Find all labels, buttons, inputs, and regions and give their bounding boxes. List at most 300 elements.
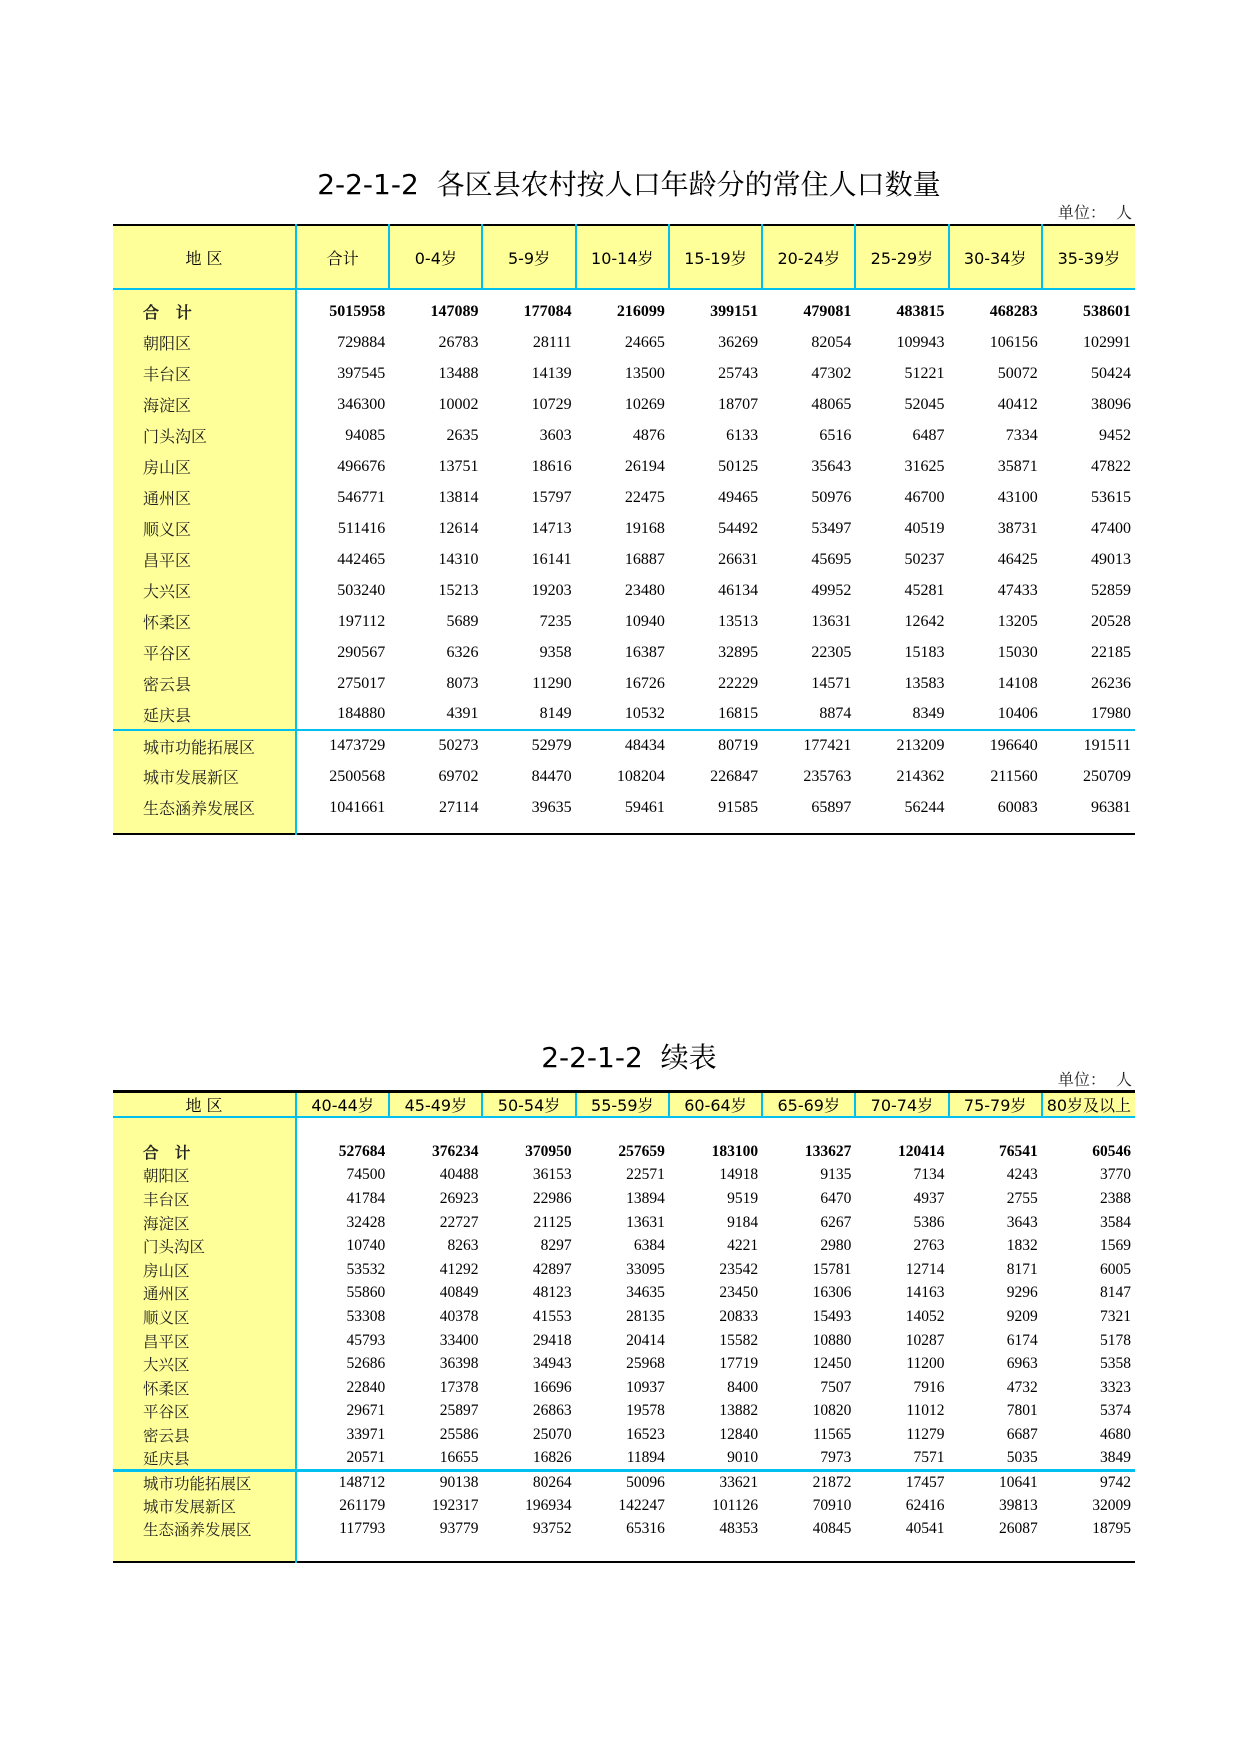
cell-value: 16887 [624,550,665,568]
cell-value: 52859 [1091,581,1131,599]
column-header: 35-39岁 [1042,225,1135,289]
cell-value: 3849 [1100,1448,1131,1466]
cell-value: 52045 [904,395,945,413]
cell-value: 370950 [525,1142,572,1160]
table-row [113,1164,1135,1188]
cell-value: 25743 [718,364,759,382]
cell-value: 59461 [624,798,665,816]
cell-value: 14713 [531,519,572,537]
cell-value: 21125 [533,1213,572,1231]
header-row [113,1092,1135,1118]
cell-value: 40378 [439,1307,479,1325]
table-row [113,606,1135,637]
cell-value: 49013 [1091,550,1131,568]
cell-value: 40519 [904,519,945,537]
cell-value: 14163 [905,1284,945,1302]
table1-title-text: 各区县农村按人口年龄分的常住人口数量 [436,168,941,201]
cell-value: 32428 [346,1213,386,1231]
row-label: 丰台区 [113,1187,296,1211]
cell-value: 22571 [626,1166,665,1184]
cell-value: 9010 [727,1448,759,1466]
column-header: 80岁及以上 [1042,1092,1135,1118]
table-row [113,482,1135,513]
column-header: 0-4岁 [389,225,482,289]
cell-value: 7973 [820,1448,852,1466]
table-row [113,1305,1135,1329]
cell-value: 23450 [719,1284,759,1302]
column-header: 5-9岁 [482,225,575,289]
cell-value: 34635 [626,1284,665,1302]
table-row [113,451,1135,482]
cell-value: 45281 [904,581,945,599]
cell-value: 53615 [1091,488,1131,506]
row-label: 房山区 [113,1258,296,1282]
cell-value: 147089 [430,302,479,320]
cell-value: 33621 [669,1470,762,1494]
cell-value: 13814 [438,488,479,506]
row-label: 平谷区 [113,1400,296,1424]
cell-value: 6267 [820,1213,852,1231]
cell-value: 6133 [726,426,759,444]
cell-value: 11279 [906,1425,945,1443]
spacer-row [113,289,1135,296]
cell-value: 53308 [346,1307,386,1325]
cell-value: 50273 [389,730,482,761]
cell-value: 10740 [346,1237,386,1255]
cell-value: 22229 [718,674,759,692]
cell-value: 55860 [346,1284,386,1302]
table2-title-text: 续表 [660,1041,717,1074]
cell-value: 74500 [346,1166,386,1184]
cell-value: 36269 [718,333,759,351]
cell-value: 20528 [1091,612,1131,630]
table1-body [113,289,1135,834]
cell-value: 49952 [811,581,852,599]
cell-value: 108204 [616,767,665,785]
spacer-cell [113,1117,296,1140]
table-row [113,1400,1135,1424]
cell-value: 3323 [1100,1378,1131,1396]
cell-value: 9296 [1006,1284,1038,1302]
cell-value: 13882 [719,1402,759,1420]
table2 [113,1090,1135,1563]
table1 [113,224,1135,835]
cell-value: 5015958 [329,302,386,320]
column-header: 65-69岁 [762,1092,855,1118]
cell-value: 50072 [997,364,1038,382]
cell-value: 18795 [1092,1520,1131,1538]
cell-value: 9452 [1099,426,1131,444]
table2-title-number: 2-2-1-2 [541,1041,643,1074]
cell-value: 3770 [1100,1166,1131,1184]
cell-value: 13500 [624,364,665,382]
spacer-cell [296,289,1135,296]
cell-value: 48123 [532,1284,572,1302]
cell-value: 9519 [727,1189,759,1207]
cell-value: 4391 [446,705,479,722]
cell-value: 27114 [439,798,479,816]
cell-value: 8073 [446,674,479,692]
cell-value: 101126 [712,1496,759,1514]
cell-value: 34943 [532,1355,572,1373]
header-region: 地 区 [113,1092,296,1118]
column-header: 75-79岁 [949,1092,1042,1118]
cell-value: 196640 [949,730,1042,761]
spacer-cell [113,289,296,296]
cell-value: 94085 [345,426,386,444]
cell-value: 235763 [803,767,852,785]
cell-value: 2980 [820,1237,852,1255]
cell-value: 106156 [989,333,1038,351]
cell-value: 16141 [531,550,572,568]
cell-value: 12840 [719,1425,759,1443]
cell-value: 15582 [719,1331,759,1349]
cell-value: 184880 [337,705,386,722]
cell-value: 192317 [431,1496,479,1514]
cell-value: 47822 [1091,457,1131,475]
cell-value: 5386 [913,1213,945,1231]
row-label: 通州区 [113,1282,296,1306]
cell-value: 2755 [1006,1189,1038,1207]
cell-value: 15183 [904,643,945,661]
cell-value: 3584 [1100,1213,1131,1231]
cell-value: 20414 [626,1331,665,1349]
cell-value: 22986 [532,1189,572,1207]
table-row [113,1494,1135,1518]
cell-value: 28135 [626,1307,665,1325]
cell-value: 142247 [618,1496,665,1514]
cell-value: 1569 [1100,1237,1131,1255]
cell-value: 4680 [1100,1425,1131,1443]
spacer-cell [113,1541,296,1562]
cell-value: 65316 [626,1520,665,1538]
row-label: 生态涵养发展区 [113,1518,296,1542]
cell-value: 16387 [624,643,665,661]
table2-unit: 单位： 人 [1057,1070,1132,1089]
cell-value: 18616 [531,457,572,475]
cell-value: 96381 [1091,798,1131,816]
cell-value: 36153 [532,1166,572,1184]
cell-value: 18707 [718,395,759,413]
cell-value: 216099 [616,302,665,320]
table-row [113,1423,1135,1447]
cell-value: 442465 [337,550,386,568]
header-row [113,225,1135,289]
cell-value: 13513 [718,612,759,630]
cell-value: 41292 [439,1260,479,1278]
cell-value: 12450 [812,1355,852,1373]
cell-value: 50237 [904,550,945,568]
column-header: 45-49岁 [389,1092,482,1118]
cell-value: 102991 [1083,333,1131,351]
cell-value: 9358 [539,643,572,661]
column-header: 合计 [296,225,389,289]
cell-value: 22185 [1091,643,1131,661]
row-label: 延庆县 [113,1447,296,1471]
cell-value: 36398 [439,1355,479,1373]
table-row [113,1352,1135,1376]
cell-value: 80719 [669,730,762,761]
cell-value: 31625 [904,457,945,475]
table1-title [0,130,1240,203]
spacer-cell [296,1541,1135,1562]
cell-value: 503240 [337,581,386,599]
table-row [113,730,1135,761]
cell-value: 48434 [576,730,669,761]
cell-value: 8349 [912,705,945,722]
cell-value: 33971 [346,1425,386,1443]
cell-value: 8297 [540,1237,572,1255]
cell-value: 11894 [626,1448,665,1466]
cell-value: 4937 [913,1189,945,1207]
cell-value: 14108 [997,674,1038,692]
cell-value: 40845 [812,1520,852,1538]
cell-value: 50976 [811,488,852,506]
cell-value: 32009 [1092,1496,1131,1514]
cell-value: 24665 [624,333,665,351]
row-label: 合 计 [113,1140,296,1164]
cell-value: 53497 [811,519,852,537]
cell-value: 11565 [813,1425,852,1443]
cell-value: 39635 [531,798,572,816]
cell-value: 290567 [337,643,386,661]
table-row [113,327,1135,358]
cell-value: 13583 [904,674,945,692]
cell-value: 9209 [1006,1307,1038,1325]
cell-value: 5689 [446,612,479,630]
spacer-cell [296,823,1135,834]
table-row [113,1447,1135,1471]
cell-value: 22840 [346,1378,386,1396]
cell-value: 47302 [811,364,852,382]
cell-value: 41784 [346,1189,386,1207]
cell-value: 56244 [904,798,945,816]
cell-value: 250709 [1083,767,1131,785]
cell-value: 54492 [718,519,759,537]
cell-value: 26863 [532,1402,572,1420]
cell-value: 16726 [624,674,665,692]
table-row [113,389,1135,420]
cell-value: 19578 [626,1402,665,1420]
table-row [113,1234,1135,1258]
row-label: 生态涵养发展区 [113,792,296,823]
table2-body [113,1117,1135,1562]
table-row [113,1376,1135,1400]
cell-value: 26923 [439,1189,479,1207]
cell-value: 53532 [346,1260,386,1278]
row-label: 密云县 [113,1423,296,1447]
cell-value: 70910 [812,1496,852,1514]
table1-title-number: 2-2-1-2 [317,168,419,201]
cell-value: 257659 [618,1142,665,1160]
cell-value: 65897 [811,798,852,816]
cell-value: 93752 [532,1520,572,1538]
spacer-cell [296,1117,1135,1140]
cell-value: 25070 [532,1425,572,1443]
cell-value: 50424 [1091,364,1131,382]
cell-value: 51221 [904,364,945,382]
cell-value: 12714 [905,1260,945,1278]
cell-value: 1041661 [329,798,386,816]
cell-value: 120414 [898,1142,945,1160]
row-label: 朝阳区 [113,327,296,358]
cell-value: 214362 [896,767,945,785]
header-region: 地 区 [113,225,296,289]
cell-value: 41553 [532,1307,572,1325]
cell-value: 10820 [812,1402,852,1420]
spacer-row [113,823,1135,834]
cell-value: 10269 [624,395,665,413]
cell-value: 15213 [438,581,479,599]
row-label: 门头沟区 [113,420,296,451]
row-label: 密云县 [113,668,296,699]
cell-value: 20833 [719,1307,759,1325]
table-row [113,699,1135,730]
cell-value: 4732 [1006,1378,1038,1396]
cell-value: 26631 [718,550,759,568]
cell-value: 40488 [439,1166,479,1184]
cell-value: 25968 [626,1355,665,1373]
cell-value: 10940 [624,612,665,630]
cell-value: 3643 [1006,1213,1038,1231]
cell-value: 43100 [997,488,1038,506]
cell-value: 33400 [439,1331,479,1349]
cell-value: 45793 [346,1331,386,1349]
cell-value: 10532 [624,705,665,722]
cell-value: 32895 [718,643,759,661]
cell-value: 8400 [727,1378,759,1396]
cell-value: 538601 [1083,302,1131,320]
cell-value: 213209 [855,730,948,761]
row-label: 合 计 [113,296,296,327]
cell-value: 2635 [446,426,479,444]
cell-value: 20571 [346,1448,386,1466]
cell-value: 19168 [624,519,665,537]
column-header: 15-19岁 [669,225,762,289]
cell-value: 177421 [762,730,855,761]
cell-value: 12614 [438,519,479,537]
cell-value: 42897 [532,1260,572,1278]
cell-value: 468283 [989,302,1038,320]
cell-value: 25586 [439,1425,479,1443]
cell-value: 84470 [531,767,572,785]
cell-value: 13205 [997,612,1038,630]
cell-value: 376234 [431,1142,479,1160]
cell-value: 197112 [337,612,386,630]
cell-value: 6174 [1006,1331,1038,1349]
cell-value: 19203 [531,581,572,599]
cell-value: 90138 [389,1470,482,1494]
cell-value: 496676 [337,457,386,475]
cell-value: 6487 [912,426,945,444]
cell-value: 47433 [997,581,1038,599]
cell-value: 5178 [1100,1331,1131,1349]
cell-value: 14571 [811,674,852,692]
cell-value: 40541 [905,1520,945,1538]
cell-value: 40412 [997,395,1038,413]
spacer-row [113,1541,1135,1562]
cell-value: 9135 [820,1166,852,1184]
cell-value: 191511 [1042,730,1135,761]
cell-value: 479081 [803,302,852,320]
cell-value: 16306 [812,1284,852,1302]
cell-value: 2763 [913,1237,945,1255]
column-header: 25-29岁 [855,225,948,289]
cell-value: 13751 [438,457,479,475]
row-label: 平谷区 [113,637,296,668]
cell-value: 48353 [719,1520,759,1538]
column-header: 40-44岁 [296,1092,389,1118]
cell-value: 2500568 [329,767,386,785]
table1-unit: 单位： 人 [1057,203,1132,222]
cell-value: 397545 [337,364,386,382]
cell-value: 483815 [896,302,945,320]
table1-header [113,225,1135,289]
row-label: 门头沟区 [113,1234,296,1258]
cell-value: 4876 [632,426,665,444]
table-row [113,637,1135,668]
cell-value: 17980 [1091,705,1131,722]
table-row [113,1282,1135,1306]
cell-value: 22305 [811,643,852,661]
table-row [113,1211,1135,1235]
cell-value: 25897 [439,1402,479,1420]
cell-value: 16655 [439,1448,479,1466]
cell-value: 399151 [710,302,759,320]
cell-value: 33095 [626,1260,665,1278]
cell-value: 16523 [626,1425,665,1443]
table-row [113,1187,1135,1211]
cell-value: 16696 [532,1378,572,1396]
cell-value: 91585 [718,798,759,816]
cell-value: 9184 [727,1213,759,1231]
column-header: 50-54岁 [482,1092,575,1118]
cell-value: 62416 [905,1496,945,1514]
spacer-cell [113,823,296,834]
cell-value: 21872 [762,1470,855,1494]
cell-value: 11290 [532,674,572,692]
cell-value: 15030 [997,643,1038,661]
table-row [113,420,1135,451]
cell-value: 148712 [296,1470,389,1494]
cell-value: 11012 [906,1402,945,1420]
cell-value: 7507 [820,1378,852,1396]
cell-value: 69702 [438,767,479,785]
cell-value: 15797 [531,488,572,506]
table-row [113,513,1135,544]
cell-value: 15493 [812,1307,852,1325]
row-label: 城市功能拓展区 [113,1470,296,1494]
cell-value: 527684 [338,1142,386,1160]
spacer-row [113,1117,1135,1140]
cell-value: 52686 [346,1355,386,1373]
column-header: 55-59岁 [576,1092,669,1118]
cell-value: 117793 [339,1520,386,1538]
cell-value: 183100 [711,1142,759,1160]
cell-value: 13631 [811,612,852,630]
cell-value: 8171 [1006,1260,1038,1278]
cell-value: 133627 [804,1142,852,1160]
cell-value: 13631 [626,1213,665,1231]
cell-value: 10002 [438,395,479,413]
cell-value: 729884 [337,333,386,351]
cell-value: 46134 [718,581,759,599]
cell-value: 14052 [905,1307,945,1325]
cell-value: 7134 [913,1166,945,1184]
cell-value: 10406 [997,705,1038,722]
cell-value: 16815 [718,705,759,722]
table2-header [113,1092,1135,1118]
